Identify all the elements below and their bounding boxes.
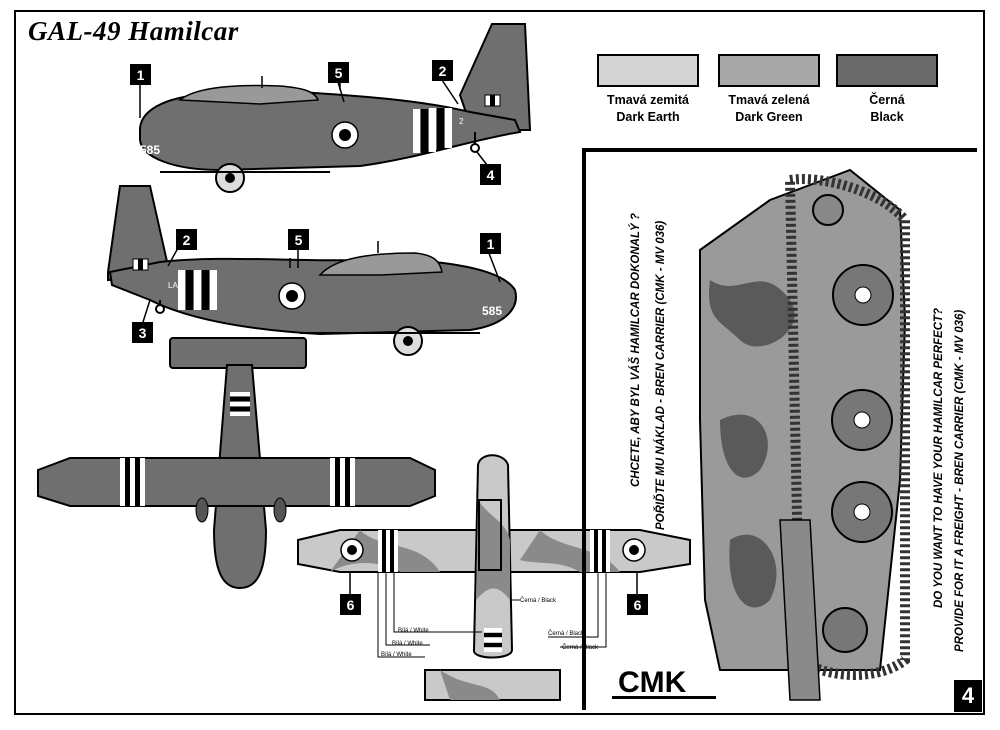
legend-czech: Tmavá zelená — [728, 93, 810, 107]
serial-number: 585 — [140, 143, 161, 157]
svg-text:2: 2 — [182, 232, 191, 248]
ad-czech-line-1: CHCETE, ABY BYL VÁŠ HAMILCAR DOKONALÝ ? — [630, 213, 642, 487]
svg-text:2: 2 — [438, 63, 447, 79]
legend-czech: Černá — [869, 93, 905, 107]
callout-2-top — [432, 60, 453, 81]
legend-english: Black — [870, 110, 904, 124]
label-white: Bílá / White — [398, 628, 429, 634]
page-number: 4 — [954, 680, 982, 712]
ad-english-line-1: DO YOU WANT TO HAVE YOUR HAMILCAR PERFECT? — [933, 307, 945, 608]
callout-3-mid — [132, 322, 153, 343]
legend-english: Dark Green — [735, 110, 803, 124]
code-letters: LA — [168, 281, 178, 290]
ad-czech-line-2: POŘIĎTE MU NÁKLAD - BREN CARRIER (CMK - MV 036) — [655, 220, 667, 530]
aircraft-left-side-view — [140, 24, 530, 192]
ad-english-line-2: PROVIDE FOR IT A FREIGHT - BREN CARRIER (CMK - MV 036) — [954, 309, 966, 652]
cmk-logo — [612, 660, 716, 700]
callout-6-left — [340, 594, 361, 615]
label-black: Černá / Black — [520, 598, 557, 604]
svg-text:4: 4 — [486, 167, 495, 183]
svg-text:1: 1 — [136, 67, 145, 83]
label-black: Černá / Black — [562, 645, 599, 651]
serial-number: 585 — [482, 304, 503, 318]
page-title: GAL-49 Hamilcar — [28, 16, 239, 46]
svg-text:1: 1 — [486, 236, 495, 252]
svg-text:6: 6 — [633, 597, 642, 613]
svg-text:3: 3 — [138, 325, 147, 341]
label-black: Černá / Black — [548, 631, 585, 637]
callout-2-mid — [176, 229, 197, 250]
legend-czech: Tmavá zemitá — [607, 93, 689, 107]
aircraft-right-side-view — [108, 186, 516, 355]
callout-1-top — [130, 64, 151, 85]
svg-text:5: 5 — [334, 65, 343, 81]
logo-text: CMK — [618, 666, 687, 699]
svg-text:5: 5 — [294, 232, 303, 248]
label-white: Bílá / White — [392, 641, 423, 647]
code-letter: 2 — [459, 117, 464, 126]
callout-5-top — [328, 62, 349, 83]
svg-text:6: 6 — [346, 597, 355, 613]
callout-1-mid — [480, 233, 501, 254]
callout-4-top — [480, 164, 501, 185]
callout-5-mid — [288, 229, 309, 250]
label-white: Bílá / White — [381, 652, 412, 658]
legend-english: Dark Earth — [616, 110, 680, 124]
